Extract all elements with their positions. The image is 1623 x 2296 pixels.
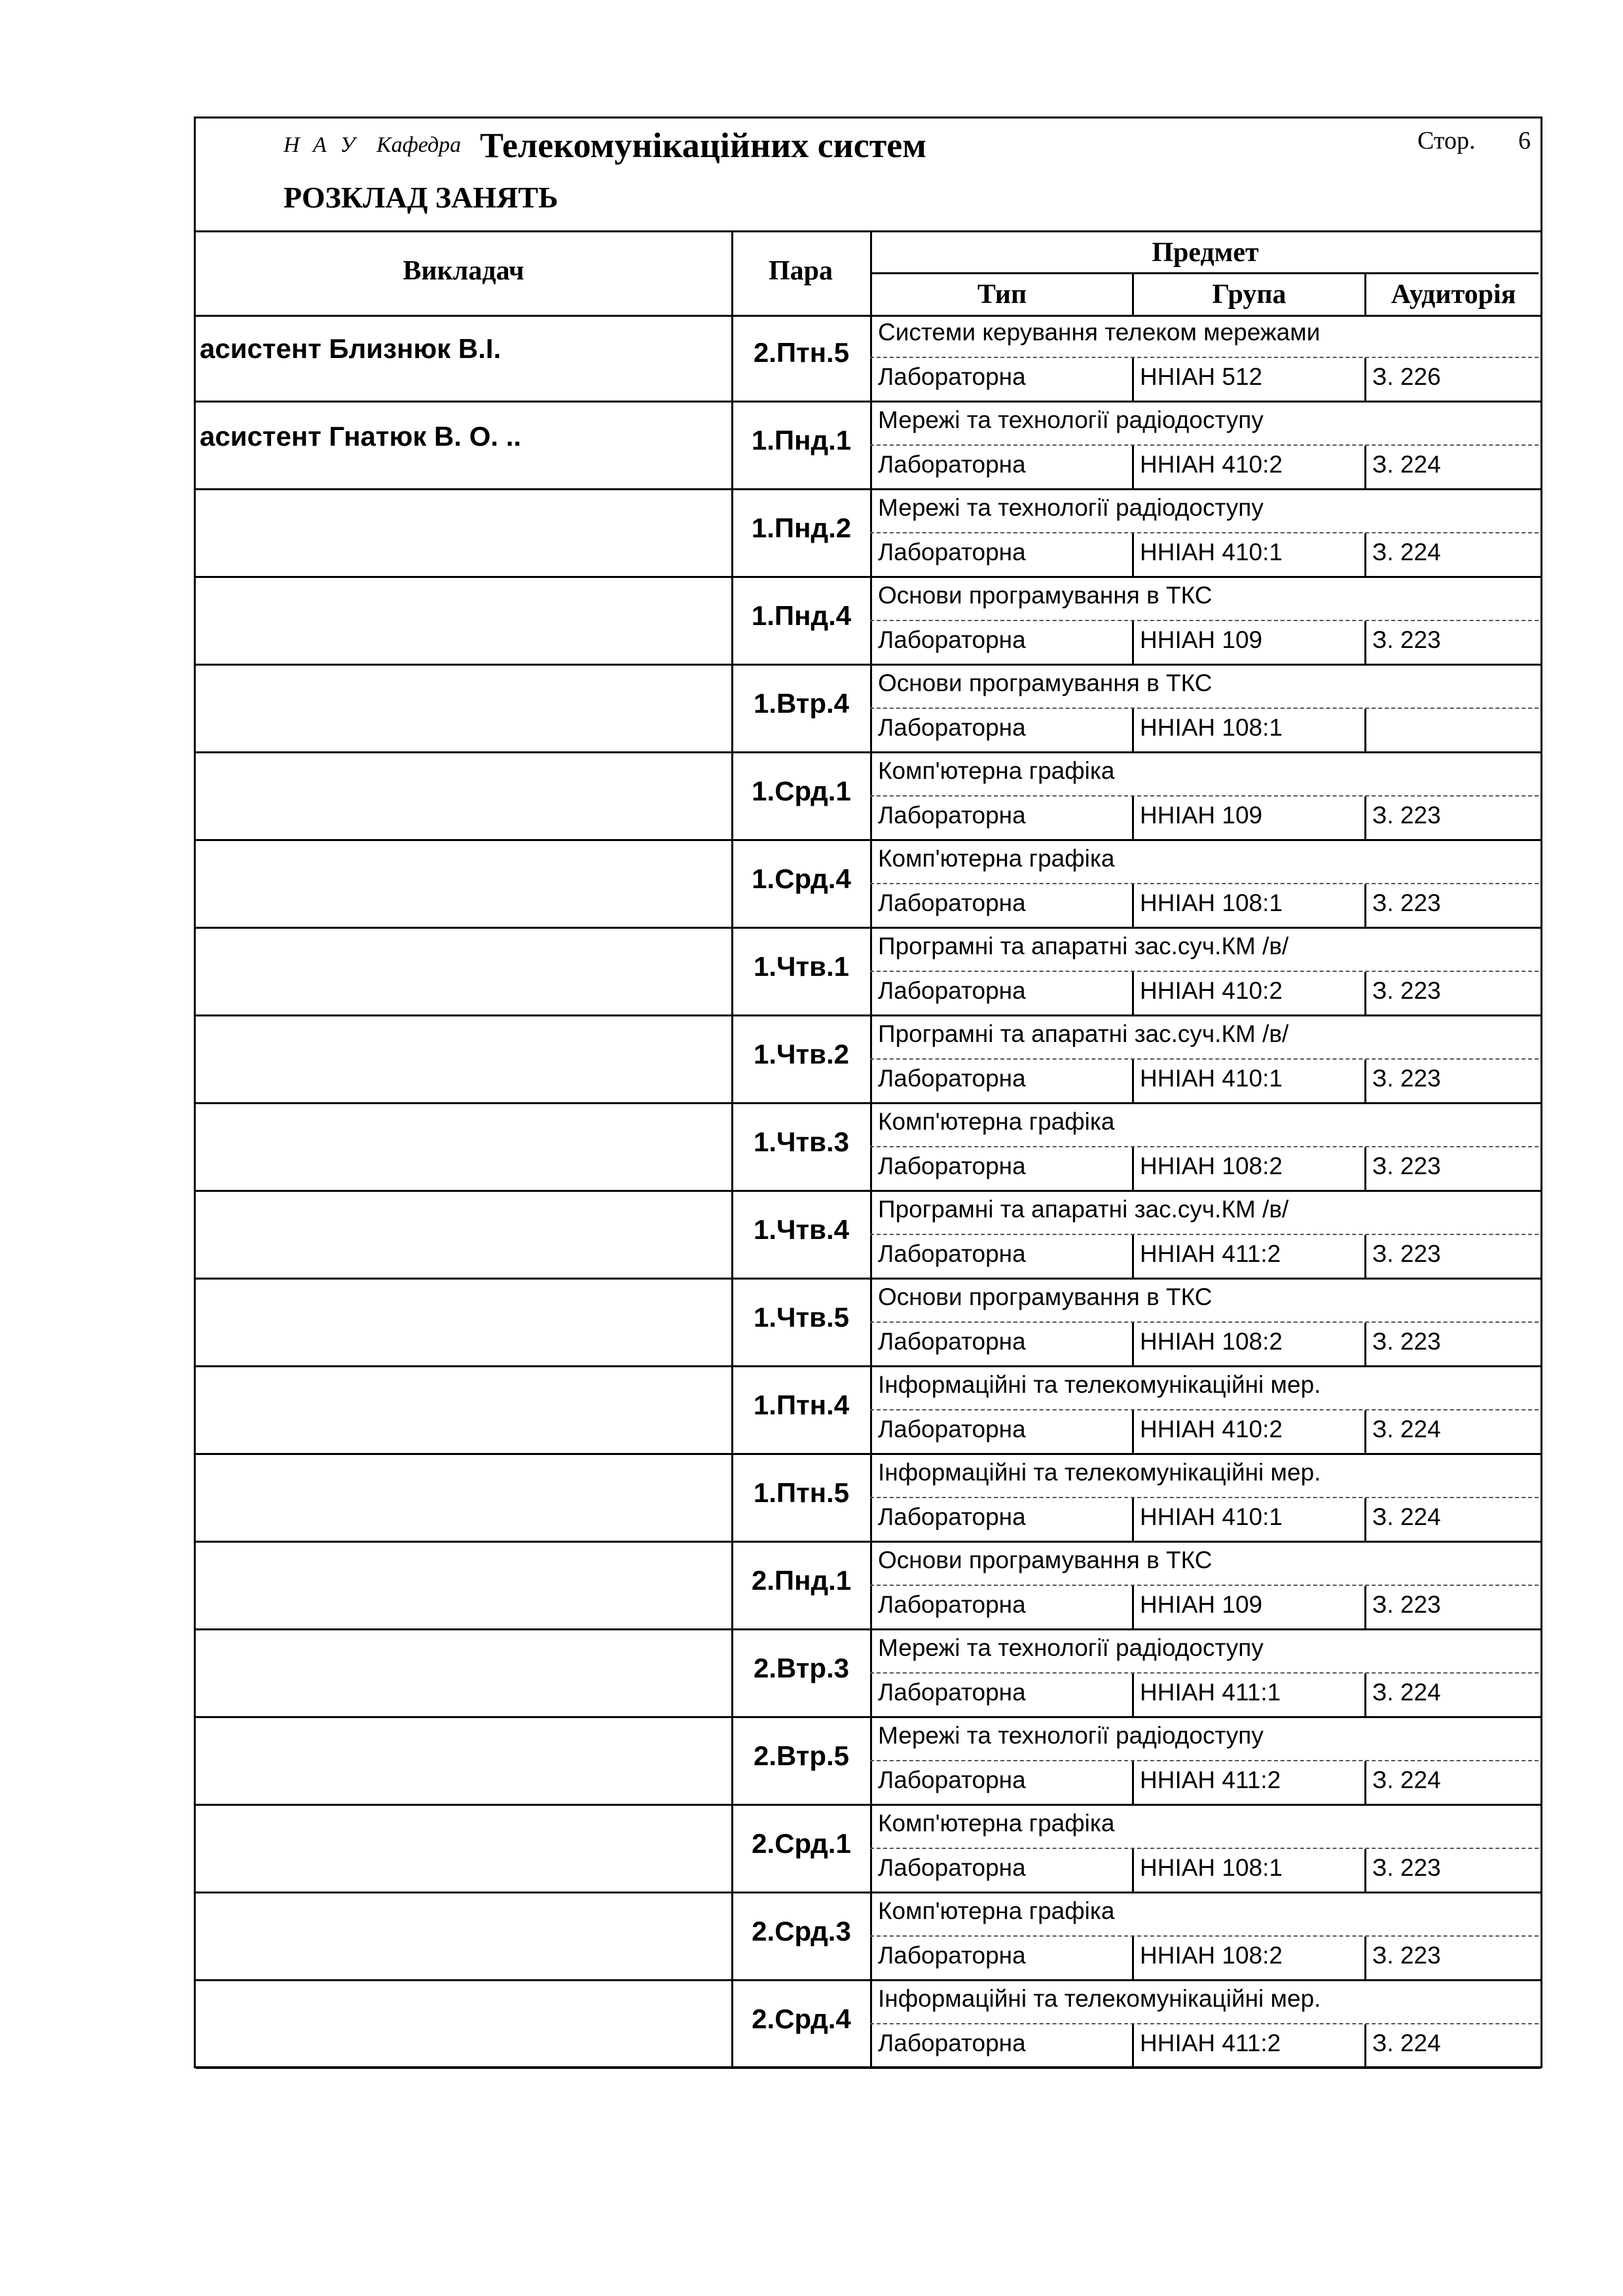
column-header-para: Пара [768, 256, 833, 286]
column-divider [1364, 709, 1366, 751]
column-header-group: Група [1212, 279, 1286, 310]
student-group: ННІАН 109 [1140, 626, 1263, 653]
lesson-type: Лабораторна [878, 889, 1026, 916]
row-dashed-divider [870, 1585, 1539, 1586]
lesson-slot: 1.Чтв.1 [754, 951, 849, 982]
row-dashed-divider [870, 1058, 1539, 1060]
lesson-slot: 1.Птн.5 [753, 1477, 850, 1508]
row-dashed-divider [870, 795, 1539, 797]
department-word: Кафедра [376, 133, 462, 157]
student-group: ННІАН 410:1 [1140, 1503, 1283, 1530]
row-dashed-divider [870, 1234, 1539, 1235]
row-dashed-divider [870, 1848, 1539, 1849]
classroom: З. 223 [1372, 1240, 1441, 1267]
lesson-slot: 2.Срд.1 [752, 1828, 851, 1859]
column-divider [1132, 446, 1134, 488]
column-divider [1132, 1410, 1134, 1453]
lesson-type: Лабораторна [878, 1679, 1026, 1706]
column-divider [1132, 972, 1134, 1014]
column-divider [1132, 2024, 1134, 2067]
column-header-type: Тип [977, 279, 1027, 310]
table-row [196, 1280, 1541, 1367]
university-abbrev: Н А У [283, 133, 359, 157]
student-group: ННІАН 410:2 [1140, 1416, 1283, 1443]
column-divider [1132, 358, 1134, 401]
column-divider [1132, 621, 1134, 664]
student-group: ННІАН 411:2 [1140, 1240, 1281, 1267]
row-dashed-divider [870, 357, 1539, 358]
row-dashed-divider [870, 1497, 1539, 1498]
column-divider [1364, 797, 1366, 839]
student-group: ННІАН 410:1 [1140, 1065, 1283, 1092]
student-group: ННІАН 108:1 [1140, 714, 1283, 741]
row-dashed-divider [870, 971, 1539, 972]
column-divider [1132, 1235, 1134, 1278]
lesson-slot: 1.Срд.1 [752, 776, 851, 806]
table-row [196, 666, 1541, 753]
table-row [196, 1367, 1541, 1455]
table-row [196, 1893, 1541, 1981]
lesson-type: Лабораторна [878, 1591, 1026, 1618]
subject-name: Комп'ютерна графіка [878, 1897, 1115, 1924]
column-divider [1132, 1323, 1134, 1365]
lesson-type: Лабораторна [878, 1153, 1026, 1179]
column-divider [1364, 884, 1366, 927]
column-divider [1364, 1498, 1366, 1541]
subject-name: Програмні та апаратні зас.суч.КМ /в/ [878, 933, 1289, 960]
teacher-name: асистент Гнатюк В. О. .. [200, 421, 522, 452]
table-row [196, 403, 1541, 490]
lesson-type: Лабораторна [878, 451, 1026, 478]
classroom: З. 223 [1372, 1591, 1441, 1618]
column-divider [1132, 884, 1134, 927]
row-dashed-divider [870, 1760, 1539, 1761]
page-label: Стор. [1417, 127, 1476, 154]
student-group: ННІАН 411:2 [1140, 1767, 1281, 1793]
column-divider [1364, 533, 1366, 576]
lesson-type: Лабораторна [878, 1065, 1026, 1092]
student-group: ННІАН 512 [1140, 363, 1263, 390]
table-row [196, 578, 1541, 666]
table-row [196, 1455, 1541, 1543]
column-divider [1364, 1674, 1366, 1716]
lesson-slot: 1.Пнд.1 [751, 425, 852, 456]
teacher-name: асистент Близнюк В.І. [200, 333, 501, 364]
subject-name: Комп'ютерна графіка [878, 1810, 1115, 1837]
student-group: ННІАН 108:1 [1140, 889, 1283, 916]
column-divider [1132, 1060, 1134, 1102]
classroom: З. 223 [1372, 802, 1441, 829]
student-group: ННІАН 410:1 [1140, 539, 1283, 565]
classroom: З. 223 [1372, 889, 1441, 916]
column-divider [1132, 1849, 1134, 1892]
row-dashed-divider [870, 708, 1539, 709]
classroom: З. 223 [1372, 1854, 1441, 1881]
page-number: 6 [1518, 127, 1531, 154]
column-divider [1364, 972, 1366, 1014]
student-group: ННІАН 109 [1140, 1591, 1263, 1618]
column-header-subject: Предмет [1152, 238, 1259, 268]
column-divider [1364, 358, 1366, 401]
lesson-slot: 1.Пнд.2 [751, 512, 852, 543]
table-row [196, 1718, 1541, 1806]
lesson-slot: 1.Втр.4 [753, 688, 850, 719]
column-divider [1132, 1937, 1134, 1979]
page-header [196, 118, 1541, 232]
lesson-type: Лабораторна [878, 363, 1026, 390]
classroom: З. 224 [1372, 451, 1441, 478]
lesson-slot: 1.Пнд.4 [751, 600, 852, 631]
column-divider [1364, 1235, 1366, 1278]
student-group: ННІАН 109 [1140, 802, 1263, 829]
lesson-slot: 2.Втр.5 [753, 1740, 850, 1771]
lesson-slot: 1.Чтв.5 [754, 1302, 849, 1333]
lesson-type: Лабораторна [878, 1942, 1026, 1969]
classroom: З. 226 [1372, 363, 1441, 390]
classroom: З. 224 [1372, 2030, 1441, 2056]
student-group: ННІАН 411:1 [1140, 1679, 1281, 1706]
subject-name: Основи програмування в ТКС [878, 670, 1213, 696]
classroom: З. 223 [1372, 1153, 1441, 1179]
classroom: З. 223 [1372, 1942, 1441, 1969]
column-header-teacher: Викладач [403, 256, 524, 286]
row-dashed-divider [870, 1321, 1539, 1323]
subject-name: Мережі та технології радіодоступу [878, 494, 1264, 521]
student-group: ННІАН 108:2 [1140, 1942, 1283, 1969]
table-row [196, 841, 1541, 929]
column-divider [1132, 533, 1134, 576]
lesson-type: Лабораторна [878, 1416, 1026, 1443]
column-divider [1132, 1498, 1134, 1541]
table-row [196, 1192, 1541, 1280]
table-row [196, 1543, 1541, 1630]
lesson-slot: 2.Птн.5 [753, 337, 850, 368]
column-divider [1132, 1147, 1134, 1190]
classroom: З. 223 [1372, 977, 1441, 1004]
row-dashed-divider [870, 1935, 1539, 1937]
department-name: Телекомунікаційних систем [480, 126, 927, 165]
subject-name: Мережі та технології радіодоступу [878, 406, 1264, 433]
page-title: РОЗКЛАД ЗАНЯТЬ [283, 181, 558, 214]
column-divider [1132, 709, 1134, 751]
column-divider [1364, 1849, 1366, 1892]
row-dashed-divider [870, 2023, 1539, 2024]
schedule-sheet [194, 117, 1542, 2068]
subject-name: Інформаційні та телекомунікаційні мер. [878, 1985, 1321, 2012]
column-header-room: Аудиторія [1391, 279, 1516, 310]
lesson-slot: 1.Срд.4 [752, 863, 851, 894]
row-dashed-divider [870, 532, 1539, 533]
column-divider [1132, 797, 1134, 839]
subject-name: Комп'ютерна графіка [878, 1108, 1115, 1135]
table-row [196, 1630, 1541, 1718]
classroom: З. 223 [1372, 626, 1441, 653]
lesson-type: Лабораторна [878, 977, 1026, 1004]
lesson-slot: 2.Пнд.1 [751, 1565, 852, 1596]
lesson-slot: 1.Чтв.2 [754, 1039, 849, 1069]
classroom: З. 224 [1372, 1679, 1441, 1706]
lesson-type: Лабораторна [878, 2030, 1026, 2056]
student-group: ННІАН 410:2 [1140, 451, 1283, 478]
subject-name: Інформаційні та телекомунікаційні мер. [878, 1459, 1321, 1486]
column-divider [1364, 621, 1366, 664]
lesson-slot: 2.Срд.3 [752, 1916, 851, 1946]
column-divider [1364, 1410, 1366, 1453]
table-row [196, 490, 1541, 578]
column-divider [1132, 1761, 1134, 1804]
header-divider [872, 272, 1539, 274]
row-dashed-divider [870, 444, 1539, 446]
subject-name: Системи керування телеком мережами [878, 319, 1321, 346]
row-dashed-divider [870, 1146, 1539, 1147]
student-group: ННІАН 411:2 [1140, 2030, 1281, 2056]
lesson-type: Лабораторна [878, 1240, 1026, 1267]
column-divider [1132, 1586, 1134, 1628]
column-divider [1364, 2024, 1366, 2067]
classroom: З. 224 [1372, 539, 1441, 565]
classroom: З. 223 [1372, 1328, 1441, 1355]
lesson-type: Лабораторна [878, 1854, 1026, 1881]
subject-name: Основи програмування в ТКС [878, 1547, 1213, 1573]
subject-name: Комп'ютерна графіка [878, 845, 1115, 872]
classroom: З. 224 [1372, 1767, 1441, 1793]
subject-name: Програмні та апаратні зас.суч.КМ /в/ [878, 1196, 1289, 1223]
lesson-slot: 2.Срд.4 [752, 2003, 851, 2034]
lesson-type: Лабораторна [878, 802, 1026, 829]
classroom: З. 224 [1372, 1503, 1441, 1530]
student-group: ННІАН 108:2 [1140, 1328, 1283, 1355]
column-divider [1364, 1937, 1366, 1979]
lesson-type: Лабораторна [878, 539, 1026, 565]
subject-name: Комп'ютерна графіка [878, 757, 1115, 784]
table-row [196, 1806, 1541, 1893]
row-dashed-divider [870, 1409, 1539, 1410]
lesson-type: Лабораторна [878, 1767, 1026, 1793]
lesson-type: Лабораторна [878, 714, 1026, 741]
row-dashed-divider [870, 883, 1539, 884]
subject-name: Основи програмування в ТКС [878, 582, 1213, 609]
subject-name: Основи програмування в ТКС [878, 1283, 1213, 1310]
student-group: ННІАН 108:1 [1140, 1854, 1283, 1881]
subject-name: Мережі та технології радіодоступу [878, 1634, 1264, 1661]
subject-name: Інформаційні та телекомунікаційні мер. [878, 1371, 1321, 1398]
table-row [196, 1981, 1541, 2069]
column-divider [1364, 1586, 1366, 1628]
column-divider [1364, 1323, 1366, 1365]
table-row [196, 929, 1541, 1016]
table-header [196, 230, 1541, 317]
lesson-slot: 1.Чтв.4 [754, 1214, 849, 1245]
column-divider [1364, 1060, 1366, 1102]
row-dashed-divider [870, 620, 1539, 621]
table-row [196, 1016, 1541, 1104]
column-divider [1132, 1674, 1134, 1716]
lesson-type: Лабораторна [878, 1328, 1026, 1355]
column-divider [1364, 1147, 1366, 1190]
student-group: ННІАН 410:2 [1140, 977, 1283, 1004]
lesson-slot: 1.Чтв.3 [754, 1126, 849, 1157]
table-row [196, 1104, 1541, 1192]
classroom: З. 224 [1372, 1416, 1441, 1443]
student-group: ННІАН 108:2 [1140, 1153, 1283, 1179]
lesson-slot: 2.Втр.3 [753, 1653, 850, 1683]
lesson-type: Лабораторна [878, 626, 1026, 653]
subject-name: Програмні та апаратні зас.суч.КМ /в/ [878, 1020, 1289, 1047]
lesson-type: Лабораторна [878, 1503, 1026, 1530]
classroom: З. 223 [1372, 1065, 1441, 1092]
lesson-slot: 1.Птн.4 [753, 1390, 850, 1420]
table-row [196, 753, 1541, 841]
column-divider [1364, 446, 1366, 488]
subject-name: Мережі та технології радіодоступу [878, 1722, 1264, 1749]
table-row [196, 315, 1541, 403]
column-divider [1364, 1761, 1366, 1804]
row-dashed-divider [870, 1672, 1539, 1674]
